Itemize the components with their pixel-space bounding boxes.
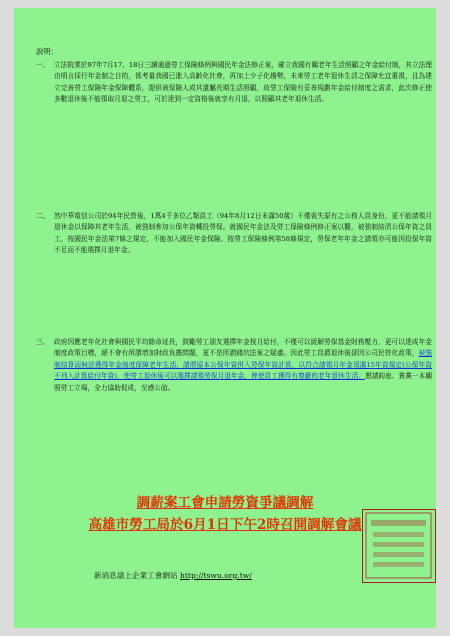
section-number: 二、 — [36, 212, 50, 220]
section-3 — [36, 337, 432, 394]
footer-text: 新消息請上企業工會網站 — [94, 571, 178, 580]
section-text-underlined: 被強制結算而無法獲得年金制度保障老年生活，請將原本公保年資併入勞保年資計算，以符合請領月年金須滿15年資規定(公保年資不列入計算給付年資)，使勞工退休後可以選擇請領勞保月退年金，俾使員工獲得有尊嚴的老年退休生活。 — [54, 349, 433, 381]
section-2 — [36, 211, 432, 257]
website-link[interactable]: http://tswu.org.tw/ — [179, 571, 252, 580]
footer — [94, 570, 252, 581]
intro-label: 說明： — [36, 47, 59, 56]
section-1 — [36, 60, 432, 106]
union-seal-stamp — [362, 509, 436, 583]
section-text: 然中華電信公司於94年民營後，1萬4千多位乙類員工（94年8月12日未滿50歲）不僅喪失原有之公務人員身份，更不能請領月退休金以保障其老年生活，被強制參加公保年資轉投勞保。就國民年金法及勞工保險條例修正案以觀，被強制結清公保年資之員工，按國民年金法第7條之規定，不能加入國民年金保險。按勞工保險條例第58條規定，勞保老年年金之請領亦可能因投保年資不足而不能選擇月退年金。 — [54, 212, 432, 255]
section-text — [54, 337, 432, 394]
section-text-before: 政府因應老年化社會與國民平均餘命延長，鼓勵勞工朋友選擇年金按月給付，不僅可以緩解勞保基金財務壓力，更可以達成年金制度政策目標，絕不會有所謂增加財政負擔問題，更不是所謂錢坑法案之疑慮。因此勞工昆爵退休後卻因公司民營化政策， — [54, 338, 432, 358]
section-text: 立法院業於97年7月17、18日三讀通過勞工保險條例與國民年金法修正案，確立我國有關老年生活照顧之年金給付制，其立法理由明言採行年金制之目的，係考量我國已進入高齡化社會，再加上少子化趨勢，未來勞工老年退休生活之保障允宜重視，且為建立完善勞工保險年金保障體系，提供被保險人或其遺屬長期生活照顧，故勞工保險有妥善規劃年金給付制度之需求，此次修正使多數退休後不能領取月退之勞工，可於達到一定資格後就享有月退，以照顧其老年退休生活。 — [54, 61, 432, 104]
headline-mediation-meeting: 高雄市勞工局於6月1日下午2時召開調解會議 — [88, 517, 362, 533]
seal-graphic — [363, 510, 434, 581]
headline-mediation-application: 調薪案工會申請勞資爭議調解 — [136, 495, 314, 511]
document-page — [14, 8, 436, 628]
section-text-after: 懇請鈞座、貴黨一本關照勞工立場，全力協助促成，至感公誼。 — [54, 372, 433, 392]
section-number: 一、 — [36, 61, 50, 69]
section-number: 三、 — [36, 338, 50, 346]
